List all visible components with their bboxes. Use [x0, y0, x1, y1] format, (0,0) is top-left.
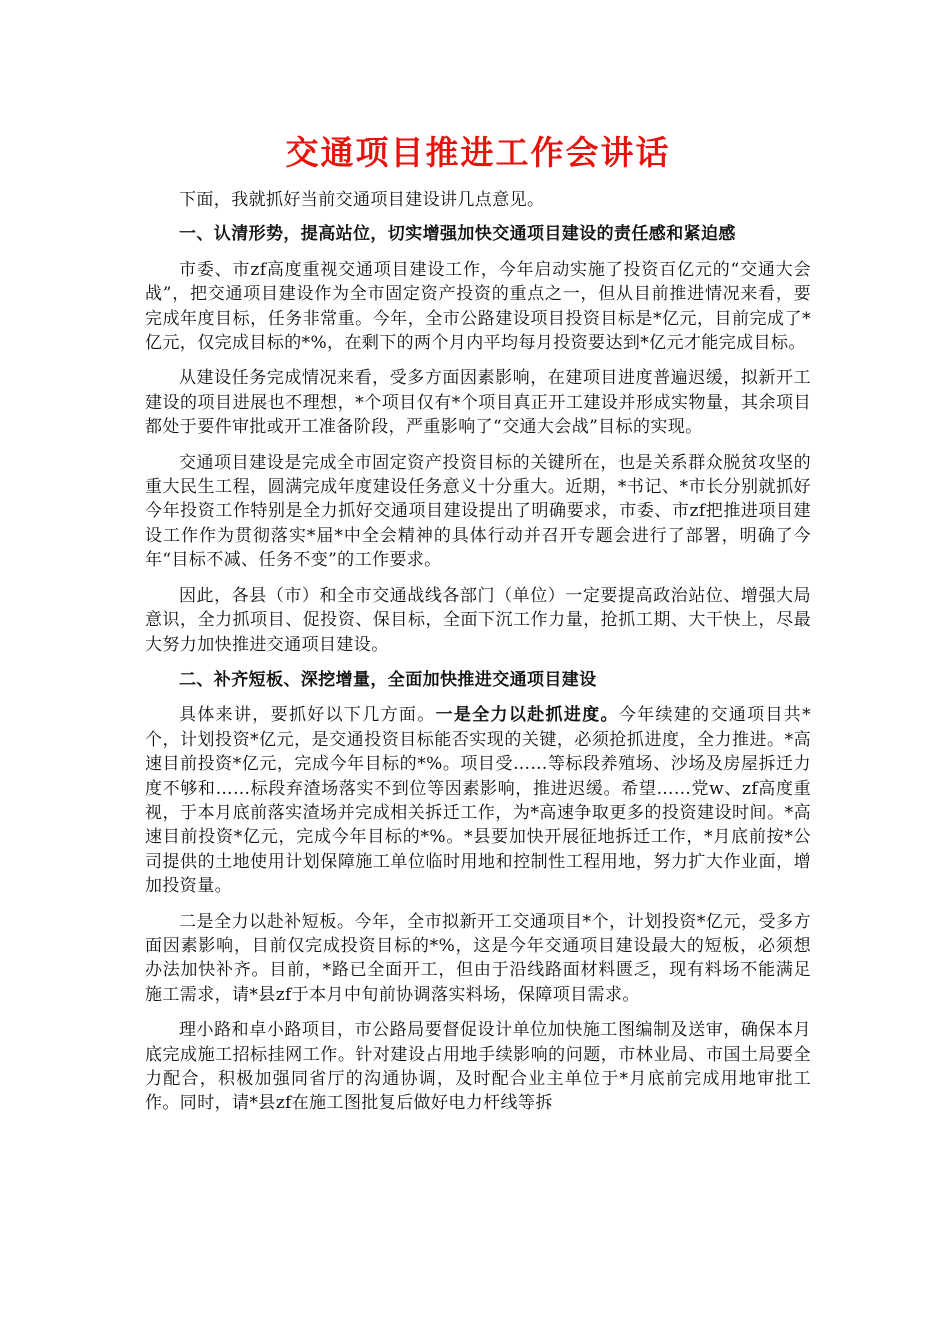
paragraph-4: 因此，各县（市）和全市交通战线各部门（单位）一定要提高政治站位、增强大局意识，全力抓项目、促投资、保目标，全面下沉工作力量，抢抓工期、大干快上，尽最大努力加快推进交通项目建设。	[145, 585, 811, 655]
paragraph-5-emphasis: 一是全力以赴抓进度。	[435, 705, 619, 726]
paragraph-5-lead: 具体来讲，要抓好以下几方面。	[179, 705, 436, 726]
paragraph-6: 二是全力以赴补短板。今年，全市拟新开工交通项目*个，计划投资*亿元，受多方面因素影响，目前仅完成投资目标的*%，这是今年交通项目建设最大的短板，必须想办法加快补齐。目前，*路已全面开工，但由于沿线路面材料匮乏，现有料场不能满足施工需求，请*县zf于本月中旬前协调落实料场，保障项目需求。	[145, 911, 811, 1005]
paragraph-2: 从建设任务完成情况来看，受多方面因素影响，在建项目进度普遍迟缓，拟新开工建设的项目进展也不理想，*个项目仅有*个项目真正开工建设并形成实物量，其余项目都处于要件审批或开工准备阶段，严重影响了“交通大会战”目标的实现。	[145, 368, 811, 438]
paragraph-1: 市委、市zf高度重视交通项目建设工作，今年启动实施了投资百亿元的“交通大会战”，把交通项目建设作为全市固定资产投资的重点之一，但从目前推进情况来看，要完成年度目标，任务非常重。今年，全市公路建设项目投资目标是*亿元，目前完成了*亿元，仅完成目标的*%，在剩下的两个月内平均每月投资要达到*亿元才能完成目标。	[145, 259, 811, 354]
document-page	[145, 128, 811, 1127]
section-heading-2: 二、补齐短板、深挖增量，全面加快推进交通项目建设	[179, 669, 597, 690]
paragraph-7: 理小路和卓小路项目，市公路局要督促设计单位加快施工图编制及送审，确保本月底完成施工招标挂网工作。针对建设占用地手续影响的问题，市林业局、市国土局要全力配合，积极加强同省厅的沟通协调，及时配合业主单位于*月底前完成用地审批工作。同时，请*县zf在施工图批复后做好电力杆线等拆	[145, 1020, 811, 1114]
paragraph-3: 交通项目建设是完成全市固定资产投资目标的关键所在，也是关系群众脱贫攻坚的重大民生工程，圆满完成年度建设任务意义十分重大。近期，*书记、*市长分别就抓好今年投资工作特别是全力抓好交通项目建设提出了明确要求，市委、市zf把推进项目建设工作作为贯彻落实*届*中全会精神的具体行动并召开专题会进行了部署，明确了今年“目标不减、任务不变”的工作要求。	[145, 452, 811, 571]
document-title: 交通项目推进工作会讲话	[285, 133, 671, 172]
intro-paragraph: 下面，我就抓好当前交通项目建设讲几点意见。	[179, 190, 545, 210]
section-heading-1: 一、认清形势，提高站位，切实增强加快交通项目建设的责任感和紧迫感	[179, 224, 736, 245]
paragraph-5	[145, 703, 811, 898]
paragraph-5-body: 今年续建的交通项目共*个，计划投资*亿元，是交通投资目标能否实现的关键，必须抢抓进度，全力推进。*高速目前投资*亿元，完成今年目标的*%。项目受……等标段养殖场、沙场及房屋拆迁力度不够和……标段弃渣场落实不到位等因素影响，推进迟缓。希望……党w、zf高度重视，于本月底前落实渣场并完成相关拆迁工作，为*高速争取更多的投资建设时间。*高速目前投资*亿元，完成今年目标的*%。*县要加快开展征地拆迁工作，*月底前按*公司提供的土地使用计划保障施工单位临时用地和控制性工程用地，努力扩大作业面，增加投资量。	[145, 705, 812, 897]
